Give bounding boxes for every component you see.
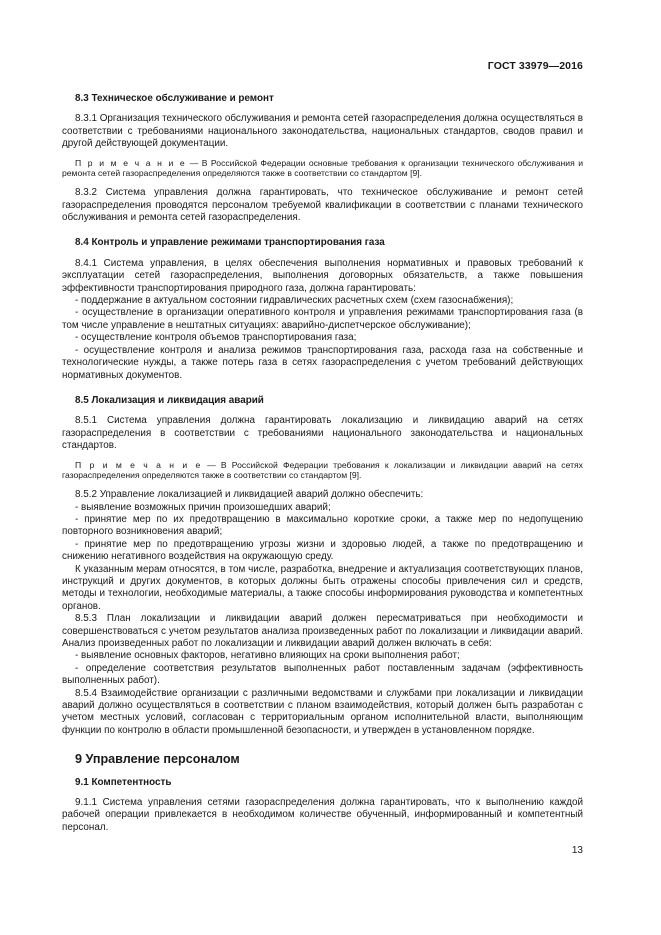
paragraph-9-1-1: 9.1.1 Система управления сетями газораспределения должна гарантировать, что к выполнению каждой рабочей операции привлекается в необходимом количестве обученный, информированный и компетентный персонал. [62,797,583,833]
list-item: - принятие мер по их предотвращению в максимально короткие сроки, а также мер по недопущению повторного возникновения аварий; [62,513,583,538]
note-8-5 [62,460,583,482]
note-text: — В Российской Федерации требования к локализации и ликвидации аварий на сетях газораспределения определяются также в соответствии со стандартом [9]. [62,459,583,481]
document-id-header: ГОСТ 33979—2016 [487,60,583,72]
section-9-title: 9 Управление персоналом [75,752,240,767]
paragraph-8-5-1: 8.5.1 Система управления должна гарантировать локализацию и ликвидацию аварий на сетях газораспределения в соответствии с требованиями национального законодательства и национальных стандартов. [62,415,583,452]
note-label: П р и м е ч а н и е [75,459,202,470]
list-item: - выявление возможных причин произошедших аварий; [75,501,331,513]
document-body [62,93,583,841]
section-8-5-title: 8.5 Локализация и ликвидация аварий [75,394,264,406]
section-8-4-title: 8.4 Контроль и управление режимами транспортирования газа [75,237,385,249]
paragraph-8-3-1: 8.3.1 Организация технического обслуживания и ремонта сетей газораспределения должна осуществляться в соответствии с требованиями национального законодательства, национальных стандартов, сводов правил и другой действующей документации. [62,113,583,150]
paragraph-8-5-4: 8.5.4 Взаимодействие организации с различными ведомствами и службами при локализации и ликвидации аварий должно осуществляться в соответствии с планом взаимодействия, который должен быть разработан с учетом местных условий, согласован с территориальным органом исполнительной власти, выполняющим функции по контролю в области промышленной безопасности, и утвержден в установленном порядке. [62,687,583,736]
list-item: - осуществление контроля объемов транспортирования газа; [75,332,357,344]
page-number: 13 [571,845,583,856]
paragraph-8-4-1: 8.4.1 Система управления, в целях обеспечения выполнения нормативных и правовых требований к эксплуатации сетей газораспределения, выполнения договорных обязательств, а также повышения эффективности транспортирования природного газа, должна гарантировать: [62,257,583,294]
paragraph-8-5-3: 8.5.3 План локализации и ликвидации аварий должен пересматриваться при необходимости и совершенствоваться с учетом результатов анализа произведенных работ по локализации и ликвидации аварий. Анализ произведенных работ по локализации и ликвидации аварий должен включать в себя: [62,613,583,649]
list-item: - выявление основных факторов, негативно влияющих на сроки выполнения работ; [75,650,460,662]
section-8-3-title: 8.3 Техническое обслуживание и ремонт [75,93,274,104]
note-text: — В Российской Федерации основные требования к организации технического обслуживания и ремонта сетей газораспределения определяются также в соответствии со стандартом [9]. [62,157,583,179]
note-8-3 [62,158,583,180]
paragraph-8-5-2: 8.5.2 Управление локализацией и ликвидацией аварий должно обеспечить: [75,489,424,501]
section-9-1-title: 9.1 Компетентность [75,776,172,788]
list-item: - осуществление в организации оперативного контроля и управления режимами транспортирования газа (в том числе управление в нештатных ситуациях: аварийно-диспетчерское обслуживание); [62,307,583,331]
note-label: П р и м е ч а н и е [75,157,187,168]
paragraph-8-3-2: 8.3.2 Система управления должна гарантировать, что техническое обслуживание и ремонт сетей газораспределения проводятся персоналом требуемой квалификации в соответствии с планами технического обслуживания и ремонта сетей газораспределения. [62,187,583,224]
paragraph-measures: К указанным мерам относятся, в том числе, разработка, внедрение и актуализация соответствующих планов, инструкций и других документов, в которых должны быть отражены способы привлечения сил и средств, методы и технологии, необходимые материалы, а также способы информирования руководства и компетентных органов. [62,563,583,612]
list-item: - принятие мер по предотвращению угрозы жизни и здоровью людей, а также по предотвращению и снижению негативного воздействия на окружающую среду. [62,538,583,563]
list-item: - определение соответствия результатов выполненных работ поставленным задачам (эффективность выполненных работ). [62,662,583,687]
list-item: - поддержание в актуальном состоянии гидравлических расчетных схем (схем газоснабжения); [75,295,514,307]
list-item: - осуществление контроля и анализа режимов транспортирования газа, расхода газа на собственные и технологические нужды, а также потерь газа в сетях газораспределения с учетом требований действующих нормативных документов. [62,344,583,381]
